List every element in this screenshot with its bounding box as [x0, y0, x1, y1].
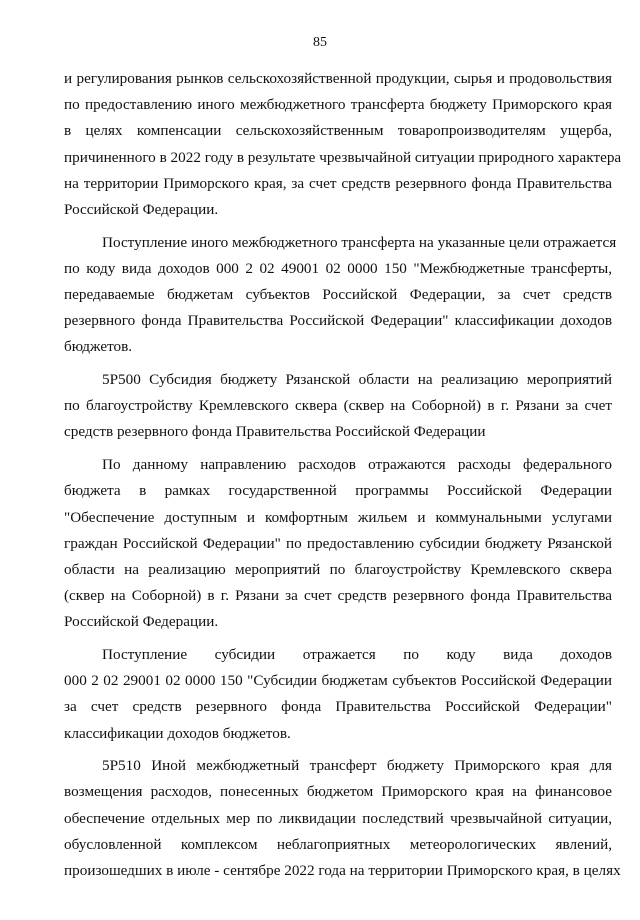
text-line: бюджетов.: [64, 338, 133, 356]
text-line: в целях компенсации сельскохозяйственным товаропроизводителям ущерба,: [64, 122, 612, 140]
text-line: причиненного в 2022 году в результате чрезвычайной ситуации природного характера: [64, 148, 622, 166]
text-line: произошедших в июле - сентябре 2022 года на территории Приморского края, в целях: [64, 861, 621, 879]
text-line: "Обеспечение доступным и комфортным жильем и коммунальными услугами: [64, 508, 612, 526]
text-line: классификации доходов бюджетов.: [64, 724, 291, 742]
text-line: 000 2 02 29001 02 0000 150 "Субсидии бюджетам субъектов Российской Федерации: [64, 672, 612, 690]
text-line: граждан Российской Федерации" по предоставлению субсидии бюджету Рязанской: [64, 534, 612, 552]
text-line: (сквер на Соборной) в г. Рязани за счет средств резервного фонда Правительства: [64, 587, 612, 605]
text-line: 5Р500 Субсидия бюджету Рязанской области на реализацию мероприятий: [102, 371, 612, 389]
text-line: резервного фонда Правительства Российской Федерации" классификации доходов: [64, 312, 612, 330]
text-line: по предоставлению иного межбюджетного трансферта бюджету Приморского края: [64, 96, 612, 114]
page-number: 85: [313, 35, 327, 50]
text-line: 5Р510 Иной межбюджетный трансферт бюджету Приморского края для: [102, 757, 612, 775]
text-line: на территории Приморского края, за счет средств резервного фонда Правительства: [64, 174, 612, 192]
text-line: области на реализацию мероприятий по благоустройству Кремлевского сквера: [64, 560, 612, 578]
text-line: возмещения расходов, понесенных бюджетом Приморского края на финансовое: [64, 783, 612, 801]
text-line: и регулирования рынков сельскохозяйственной продукции, сырья и продовольствия: [64, 70, 612, 87]
text-line: обусловленной комплексом неблагоприятных метеорологических явлений,: [64, 835, 612, 853]
text-line: средств резервного фонда Правительства Российской Федерации: [64, 423, 486, 441]
text-line: Поступление субсидии отражается по коду вида доходов: [102, 645, 612, 663]
text-line: по благоустройству Кремлевского сквера (сквер на Соборной) в г. Рязани за счет: [64, 397, 612, 415]
text-line: бюджета в рамках государственной программы Российской Федерации: [64, 482, 612, 500]
text-line: по коду вида доходов 000 2 02 49001 02 0000 150 "Межбюджетные трансферты,: [64, 259, 612, 277]
text-line: Российской Федерации.: [64, 200, 219, 218]
text-line: По данному направлению расходов отражаются расходы федерального: [102, 456, 612, 474]
text-line: Российской Федерации.: [64, 613, 219, 631]
text-line: обеспечение отдельных мер по ликвидации последствий чрезвычайной ситуации,: [64, 809, 612, 827]
text-line: передаваемые бюджетам субъектов Российской Федерации, за счет средств: [64, 286, 612, 303]
text-line: Поступление иного межбюджетного трансферта на указанные цели отражается: [102, 233, 617, 251]
text-line: за счет средств резервного фонда Правительства Российской Федерации": [64, 698, 612, 716]
document-body: [64, 66, 622, 884]
